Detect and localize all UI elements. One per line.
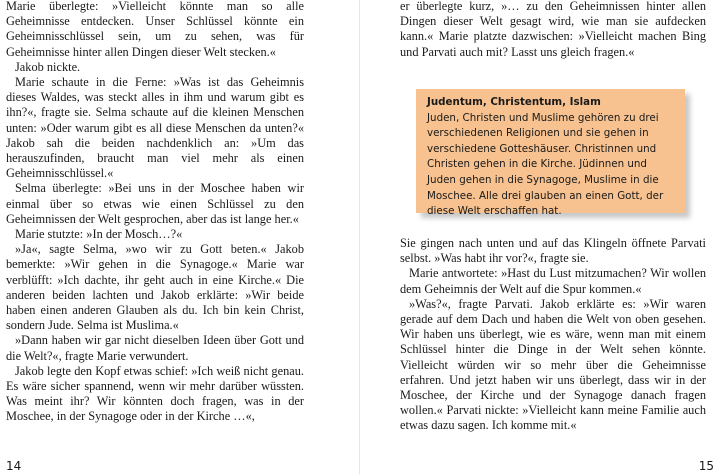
paragraph: Selma überlegte: »Bei uns in der Moschee haben wir einmal über so etwas wie einen Schlüssel zu den Geheimnissen der Welt gesprochen, aber das ist lange her.« bbox=[6, 181, 304, 226]
page-number-right: 15 bbox=[698, 459, 714, 473]
paragraph: »Was?«, fragte Parvati. Jakob erklärte es: »Wir waren gerade auf dem Dach und haben die Welt von oben gesehen. Wir haben uns überlegt, wie es wäre, wenn man mit einem Schlüssel hinter die Dinge in der Welt sehen könnte. Vielleicht würden wir so mehr über die Geheimnisse erfahren. Und jetzt haben wir uns überlegt, dass wir in der Moschee, der Kirche und der Synagoge danach fragen wollen.« Parvati nickte: »Vielleicht kann meine Familie auch etwas dazu sagen. Ich komme mit.« bbox=[400, 296, 706, 433]
paragraph: Jakob legte den Kopf etwas schief: »Ich weiß nicht genau. Es wäre sicher spannend, wenn wir mehr darüber wüssten. Was meint ihr? Wir könnten doch fragen, was in der Moschee, in der Synagoge oder in der Kirche …«, bbox=[6, 363, 304, 424]
paragraph: Sie gingen nach unten und auf das Klingeln öffnete Parvati selbst. »Was habt ihr vor?«, fragte sie. bbox=[400, 236, 706, 266]
paragraph: Jakob nickte. bbox=[15, 59, 81, 74]
paragraph: Marie antwortete: »Hast du Lust mitzumachen? Wir wollen dem Geheimnis der Welt auf die Spur kommen.« bbox=[400, 266, 706, 296]
paragraph: Marie stutzte: »In der Mosch…?« bbox=[15, 227, 183, 242]
info-box bbox=[416, 89, 685, 218]
info-box-body: Juden, Christen und Muslime gehören zu drei verschiedenen Religionen und sie gehen in verschiedene Gotteshäuser. Christinnen und Christen gehen in die Kirche. Jüdinnen und Juden gehen in die Synagoge, Muslime in die Moschee. Alle drei glauben an einen Gott, der diese Welt erschaffen hat. bbox=[427, 111, 664, 218]
paragraph: Marie überlegte: »Vielleicht könnte man so alle Geheimnisse entdecken. Unser Schlüssel könnte ein Geheimnisschlüssel sein, um zu sehen, was für Geheimnisse hinter allen Dingen dieser Welt stecken.« bbox=[6, 0, 304, 59]
right-text-column-top bbox=[400, 0, 706, 60]
right-page bbox=[360, 0, 720, 474]
paragraph: »Ja«, sagte Selma, »wo wir zu Gott beten.« Jakob bemerkte: »Wir gehen in die Synagoge.« Marie war verblüfft: »Ich dachte, ihr geht auch in eine Kirche.« Die anderen beiden lachten und Jakob erklärte: »Wir beide haben einen anderen Glauben als du. Ich bin kein Christ, sondern Jude. Selma ist Muslima.« bbox=[6, 242, 304, 333]
info-box-title: Judentum, Christentum, Islam bbox=[427, 96, 601, 108]
paragraph: er überlegte kurz, »… zu den Geheimnissen hinter allen Dingen dieser Welt gesagt wird, wie man sie aufdecken kann.« Marie platzte dazwischen: »Vielleicht machen Bing und Parvati auch mit? Lasst uns gleich fragen.« bbox=[400, 0, 706, 59]
left-text-column bbox=[6, 0, 304, 425]
paragraph: »Dann haben wir gar nicht dieselben Ideen über Gott und die Welt?«, fragte Marie verwundert. bbox=[6, 333, 304, 363]
right-text-column-bottom bbox=[400, 236, 706, 434]
paragraph: Marie schaute in die Ferne: »Was ist das Geheimnis dieses Waldes, was steckt alles in ihm und warum gibt es ihn?«, fragte sie. Selma schaute auf die kleinen Menschen unten: »Oder warum gibt es all diese Menschen da unten?« Jakob sah die beiden nachdenklich an: »Um das herauszufinden, braucht man viel mehr als einen Geheimnisschlüssel.« bbox=[6, 75, 304, 181]
page-number-left: 14 bbox=[6, 459, 22, 473]
